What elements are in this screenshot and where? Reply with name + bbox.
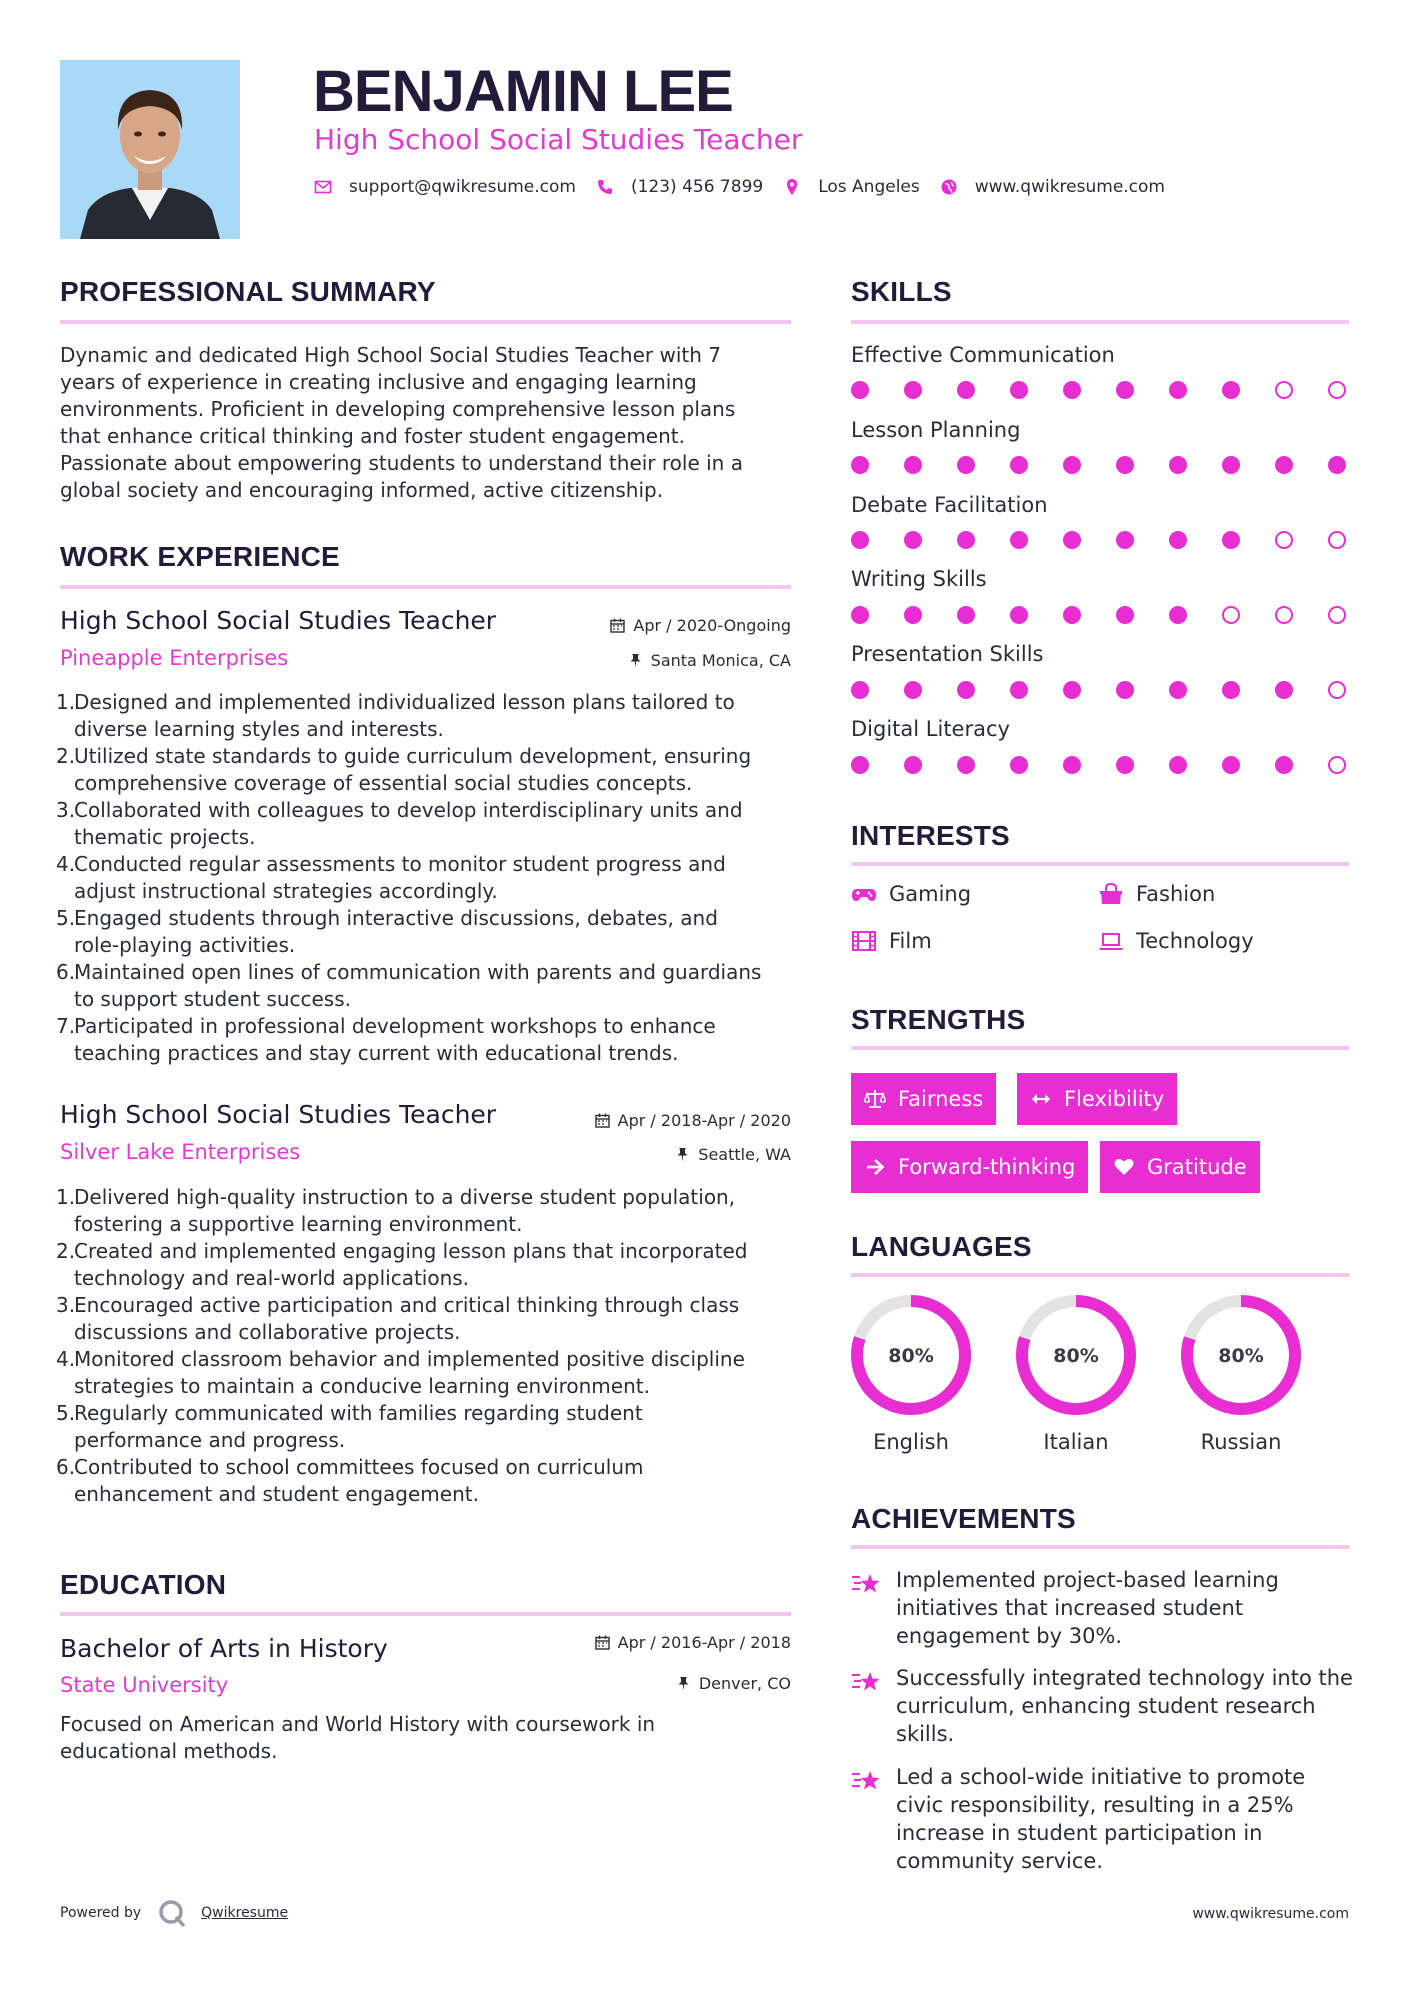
qwikresume-logo-icon: [157, 1898, 187, 1928]
skill-dot-filled: [1275, 456, 1293, 474]
contact-location-text: Los Angeles: [818, 177, 920, 197]
profile-photo: [60, 60, 240, 239]
list-item: 2. Created and implemented engaging lesson plans that incorporated technology and real-world applications.: [56, 1238, 796, 1292]
languages-rule: [851, 1273, 1349, 1277]
list-item: 6. Contributed to school committees focused on curriculum enhancement and student engagement.: [56, 1454, 796, 1508]
achievement-line: community service.: [896, 1849, 1103, 1873]
interest-label: Gaming: [889, 882, 972, 906]
skill-name: Effective Communication: [851, 343, 1115, 367]
achievement-line: curriculum, enhancing student research: [896, 1694, 1316, 1718]
skill-dot-empty: [1328, 531, 1346, 549]
contact-location: [783, 177, 920, 197]
list-item: 4. Monitored classroom behavior and implemented positive discipline strategies to maintain a conducive learning environment.: [56, 1346, 796, 1400]
shooting-star-icon: [851, 1765, 883, 1795]
achievement-line: initiatives that increased student: [896, 1596, 1244, 1620]
skill-dot-filled: [1222, 531, 1240, 549]
shooting-star-icon: [851, 1666, 883, 1696]
skill-name: Debate Facilitation: [851, 493, 1048, 517]
strength-label: Flexibility: [1064, 1087, 1165, 1111]
education-dates-text: Apr / 2016-Apr / 2018: [617, 1633, 791, 1652]
job-dates-text: Apr / 2018-Apr / 2020: [617, 1111, 791, 1130]
skill-dot-filled: [1169, 381, 1187, 399]
achievement-text: [896, 1566, 1356, 1650]
skill-dot-filled: [1275, 681, 1293, 699]
contact-phone-text: (123) 456 7899: [630, 177, 764, 197]
job-location-text: Santa Monica, CA: [650, 651, 791, 670]
duty-line: Participated in professional development workshops to enhance: [74, 1014, 716, 1038]
duty-line: strategies to maintain a conducive learning environment.: [74, 1374, 650, 1398]
skill-dot-filled: [1169, 531, 1187, 549]
skill-dot-filled: [1010, 381, 1028, 399]
contact-email-text: support@qwikresume.com: [349, 177, 576, 197]
pushpin-icon: [675, 1147, 690, 1162]
job-duties-list: [56, 689, 796, 1067]
language-percent: 80%: [1218, 1345, 1264, 1367]
map-pin-icon: [783, 178, 801, 196]
duty-line: Monitored classroom behavior and implemented positive discipline: [74, 1347, 745, 1371]
skill-rating: [851, 681, 1351, 701]
duty-line: Collaborated with colleagues to develop interdisciplinary units and: [74, 798, 743, 822]
heart-icon: [1113, 1156, 1135, 1178]
contact-email[interactable]: [314, 177, 576, 197]
summary-line: Passionate about empowering students to understand their role in a: [60, 451, 743, 475]
list-item: 3. Collaborated with colleagues to develop interdisciplinary units and thematic projects.: [56, 797, 796, 851]
skill-dot-empty: [1328, 606, 1346, 624]
skills-heading: SKILLS: [851, 276, 952, 307]
interest-label: Technology: [1136, 929, 1254, 953]
education-heading: EDUCATION: [60, 1569, 227, 1600]
brand-link[interactable]: Qwikresume: [201, 1905, 289, 1921]
job-dates: [500, 1111, 791, 1130]
skill-dot-filled: [1063, 381, 1081, 399]
skill-dot-filled: [1116, 531, 1134, 549]
achievement-line: Implemented project-based learning: [896, 1568, 1279, 1592]
duty-line: Delivered high-quality instruction to a diverse student population,: [74, 1185, 736, 1209]
strength-label: Gratitude: [1147, 1155, 1247, 1179]
strengths-rule: [851, 1046, 1349, 1050]
balance-scale-icon: [864, 1088, 886, 1110]
skill-name: Writing Skills: [851, 567, 987, 591]
candidate-name: BENJAMIN LEE: [313, 59, 733, 124]
skill-dot-filled: [1010, 756, 1028, 774]
skill-dot-filled: [1222, 681, 1240, 699]
strength-label: Fairness: [898, 1087, 984, 1111]
skill-dot-filled: [904, 456, 922, 474]
skill-dot-filled: [851, 681, 869, 699]
job-location-text: Seattle, WA: [698, 1145, 791, 1164]
achievement-line: skills.: [896, 1722, 955, 1746]
skill-dot-filled: [1063, 756, 1081, 774]
list-item: 1. Delivered high-quality instruction to a diverse student population, fostering a supportive learning environment.: [56, 1184, 796, 1238]
achievement-line: increase in student participation in: [896, 1821, 1263, 1845]
skill-dot-filled: [851, 606, 869, 624]
job-location: [500, 1145, 791, 1164]
globe-icon: [940, 178, 958, 196]
job-duties-list: [56, 1184, 796, 1508]
skill-rating: [851, 456, 1351, 476]
skill-dot-filled: [1116, 756, 1134, 774]
footer-website[interactable]: www.qwikresume.com: [1192, 1906, 1349, 1922]
skill-dot-filled: [1010, 531, 1028, 549]
language-progress-ring: [1014, 1293, 1138, 1417]
interests-heading: INTERESTS: [851, 820, 1010, 851]
pushpin-icon: [628, 653, 643, 668]
interest-item: [1098, 882, 1215, 906]
skill-dot-filled: [1116, 381, 1134, 399]
powered-by-label: Powered by: [60, 1905, 142, 1921]
duty-line: Engaged students through interactive discussions, debates, and: [74, 906, 718, 930]
strength-chip: [1100, 1141, 1260, 1193]
skill-dot-filled: [957, 381, 975, 399]
language-percent: 80%: [888, 1345, 934, 1367]
skill-dot-filled: [904, 606, 922, 624]
achievements-rule: [851, 1545, 1349, 1549]
arrows-horizontal-icon: [1030, 1088, 1052, 1110]
skill-rating: [851, 531, 1351, 551]
achievements-heading: ACHIEVEMENTS: [851, 1503, 1076, 1534]
skill-dot-filled: [1063, 456, 1081, 474]
list-item: 5. Regularly communicated with families regarding student performance and progress.: [56, 1400, 796, 1454]
skill-dot-filled: [904, 681, 922, 699]
experience-rule: [60, 585, 791, 589]
degree-title: Bachelor of Arts in History: [60, 1634, 388, 1663]
duty-line: Regularly communicated with families regarding student: [74, 1401, 643, 1425]
duty-line: thematic projects.: [74, 825, 256, 849]
duty-line: adjust instructional strategies accordingly.: [74, 879, 498, 903]
education-dates: [500, 1633, 791, 1652]
job-dates-text: Apr / 2020-Ongoing: [633, 616, 791, 635]
skill-dot-filled: [904, 531, 922, 549]
summary-line: environments. Proficient in developing comprehensive lesson plans: [60, 397, 736, 421]
interest-label: Film: [889, 929, 932, 953]
language-name: Russian: [1200, 1430, 1282, 1454]
duty-line: Conducted regular assessments to monitor student progress and: [74, 852, 726, 876]
duty-line: discussions and collaborative projects.: [74, 1320, 461, 1344]
skill-dot-filled: [1328, 456, 1346, 474]
skill-dot-filled: [851, 756, 869, 774]
language-progress-ring: [849, 1293, 973, 1417]
summary-line: global society and encouraging informed, active citizenship.: [60, 478, 664, 502]
calendar-icon: [595, 1635, 610, 1650]
list-item: 5. Engaged students through interactive discussions, debates, and role-playing activities.: [56, 905, 796, 959]
envelope-icon: [314, 178, 332, 196]
languages-heading: LANGUAGES: [851, 1231, 1032, 1262]
list-item: 6. Maintained open lines of communication with parents and guardians to support student success.: [56, 959, 796, 1013]
summary-line: Dynamic and dedicated High School Social Studies Teacher with 7: [60, 343, 721, 367]
list-item: 7. Participated in professional development workshops to enhance teaching practices and stay current with educational trends.: [56, 1013, 796, 1067]
language-progress-ring: [1179, 1293, 1303, 1417]
duty-line: teaching practices and stay current with educational trends.: [74, 1041, 679, 1065]
achievement-line: Led a school-wide initiative to promote: [896, 1765, 1306, 1789]
education-location: [500, 1674, 791, 1693]
summary-line: that enhance critical thinking and foster student engagement.: [60, 424, 685, 448]
duty-line: Maintained open lines of communication with parents and guardians: [74, 960, 762, 984]
skills-rule: [851, 320, 1349, 324]
list-item: 4. Conducted regular assessments to monitor student progress and adjust instructional strategies accordingly.: [56, 851, 796, 905]
achievement-line: engagement by 30%.: [896, 1624, 1123, 1648]
skill-dot-filled: [1116, 456, 1134, 474]
skill-dot-filled: [957, 531, 975, 549]
laptop-icon: [1098, 930, 1124, 952]
skill-dot-filled: [1169, 606, 1187, 624]
skill-name: Presentation Skills: [851, 642, 1044, 666]
skill-dot-filled: [1222, 756, 1240, 774]
interest-item: [851, 882, 971, 906]
skill-dot-filled: [851, 381, 869, 399]
job-title: High School Social Studies Teacher: [60, 606, 497, 635]
skill-dot-filled: [851, 456, 869, 474]
duty-line: fostering a supportive learning environment.: [74, 1212, 523, 1236]
language-ring: [1179, 1293, 1303, 1417]
skill-dot-filled: [957, 681, 975, 699]
list-item: 2. Utilized state standards to guide curriculum development, ensuring comprehensive coverage of essential social studies concepts.: [56, 743, 796, 797]
skill-dot-filled: [1222, 381, 1240, 399]
phone-icon: [596, 178, 614, 196]
skill-dot-filled: [1116, 606, 1134, 624]
language-ring: [1014, 1293, 1138, 1417]
education-rule: [60, 1612, 791, 1616]
skill-dot-filled: [1169, 756, 1187, 774]
interests-rule: [851, 862, 1349, 866]
footer-powered-by: [60, 1898, 288, 1928]
film-icon: [851, 930, 877, 952]
language-name: English: [873, 1430, 949, 1454]
duty-line: comprehensive coverage of essential social studies concepts.: [74, 771, 693, 795]
job-company: Pineapple Enterprises: [60, 646, 289, 670]
skill-dot-empty: [1275, 531, 1293, 549]
duty-line: enhancement and student engagement.: [74, 1482, 479, 1506]
skill-dot-filled: [1116, 681, 1134, 699]
skill-dot-empty: [1328, 381, 1346, 399]
strength-chip: [1017, 1073, 1177, 1125]
skill-dot-empty: [1275, 606, 1293, 624]
duty-line: Utilized state standards to guide curriculum development, ensuring: [74, 744, 752, 768]
achievement-line: Successfully integrated technology into the: [896, 1666, 1353, 1690]
skill-dot-filled: [1063, 681, 1081, 699]
calendar-icon: [610, 618, 625, 633]
interest-item: [1098, 929, 1254, 953]
job-dates: [500, 616, 791, 635]
skill-dot-empty: [1275, 381, 1293, 399]
list-item: 3. Encouraged active participation and critical thinking through class discussions and collaborative projects.: [56, 1292, 796, 1346]
skill-dot-filled: [1275, 756, 1293, 774]
contact-bar: [314, 177, 1185, 197]
skill-dot-empty: [1328, 756, 1346, 774]
arrow-right-icon: [864, 1156, 886, 1178]
skill-dot-filled: [1010, 606, 1028, 624]
shopping-bag-icon: [1098, 883, 1124, 905]
duty-line: Created and implemented engaging lesson plans that incorporated: [74, 1239, 748, 1263]
achievement-line: civic responsibility, resulting in a 25%: [896, 1793, 1294, 1817]
skill-rating: [851, 606, 1351, 626]
education-line: Focused on American and World History with coursework in: [60, 1712, 656, 1736]
education-line: educational methods.: [60, 1739, 278, 1763]
interest-label: Fashion: [1136, 882, 1216, 906]
strength-chip: [851, 1141, 1088, 1193]
skill-rating: [851, 381, 1351, 401]
interest-item: [851, 929, 932, 953]
skill-dot-empty: [1328, 681, 1346, 699]
contact-website[interactable]: [940, 177, 1165, 197]
pushpin-icon: [676, 1676, 691, 1691]
achievement-text: [896, 1763, 1356, 1875]
skill-dot-filled: [957, 756, 975, 774]
skill-rating: [851, 756, 1351, 776]
job-title: High School Social Studies Teacher: [60, 1100, 497, 1129]
skill-dot-empty: [1222, 606, 1240, 624]
skill-name: Digital Literacy: [851, 717, 1010, 741]
skill-dot-filled: [851, 531, 869, 549]
contact-phone[interactable]: [596, 177, 763, 197]
skill-dot-filled: [904, 756, 922, 774]
job-location: [500, 651, 791, 670]
skill-dot-filled: [957, 606, 975, 624]
experience-heading: WORK EXPERIENCE: [60, 541, 340, 572]
strength-label: Forward-thinking: [898, 1155, 1076, 1179]
job-company: Silver Lake Enterprises: [60, 1140, 301, 1164]
duty-line: Designed and implemented individualized lesson plans tailored to: [74, 690, 735, 714]
duty-line: to support student success.: [74, 987, 351, 1011]
skill-dot-filled: [1010, 456, 1028, 474]
contact-website-text: www.qwikresume.com: [974, 177, 1165, 197]
duty-line: Encouraged active participation and critical thinking through class: [74, 1293, 740, 1317]
calendar-icon: [595, 1113, 610, 1128]
language-ring: [849, 1293, 973, 1417]
list-item: 1. Designed and implemented individualized lesson plans tailored to diverse learning styles and interests.: [56, 689, 796, 743]
summary-text: [60, 342, 800, 504]
education-location-text: Denver, CO: [698, 1674, 791, 1693]
skill-dot-filled: [1063, 606, 1081, 624]
achievement-text: [896, 1664, 1356, 1748]
skill-dot-filled: [957, 456, 975, 474]
strength-chip: [851, 1073, 996, 1125]
skill-dot-filled: [1010, 681, 1028, 699]
duty-line: technology and real-world applications.: [74, 1266, 470, 1290]
skill-dot-filled: [1169, 456, 1187, 474]
duty-line: diverse learning styles and interests.: [74, 717, 444, 741]
skill-name: Lesson Planning: [851, 418, 1021, 442]
summary-line: years of experience in creating inclusive and engaging learning: [60, 370, 697, 394]
duty-line: Contributed to school committees focused on curriculum: [74, 1455, 644, 1479]
shooting-star-icon: [851, 1568, 883, 1598]
duty-line: role-playing activities.: [74, 933, 296, 957]
school-name: State University: [60, 1673, 229, 1697]
candidate-title: High School Social Studies Teacher: [314, 123, 803, 156]
strengths-heading: STRENGTHS: [851, 1004, 1026, 1035]
skill-dot-filled: [1063, 531, 1081, 549]
language-percent: 80%: [1053, 1345, 1099, 1367]
language-name: Italian: [1043, 1430, 1109, 1454]
skill-dot-filled: [904, 381, 922, 399]
skill-dot-filled: [1169, 681, 1187, 699]
summary-rule: [60, 320, 791, 324]
skill-dot-filled: [1222, 456, 1240, 474]
gamepad-icon: [851, 883, 877, 905]
education-description: [60, 1711, 800, 1765]
summary-heading: PROFESSIONAL SUMMARY: [60, 276, 436, 307]
duty-line: performance and progress.: [74, 1428, 346, 1452]
